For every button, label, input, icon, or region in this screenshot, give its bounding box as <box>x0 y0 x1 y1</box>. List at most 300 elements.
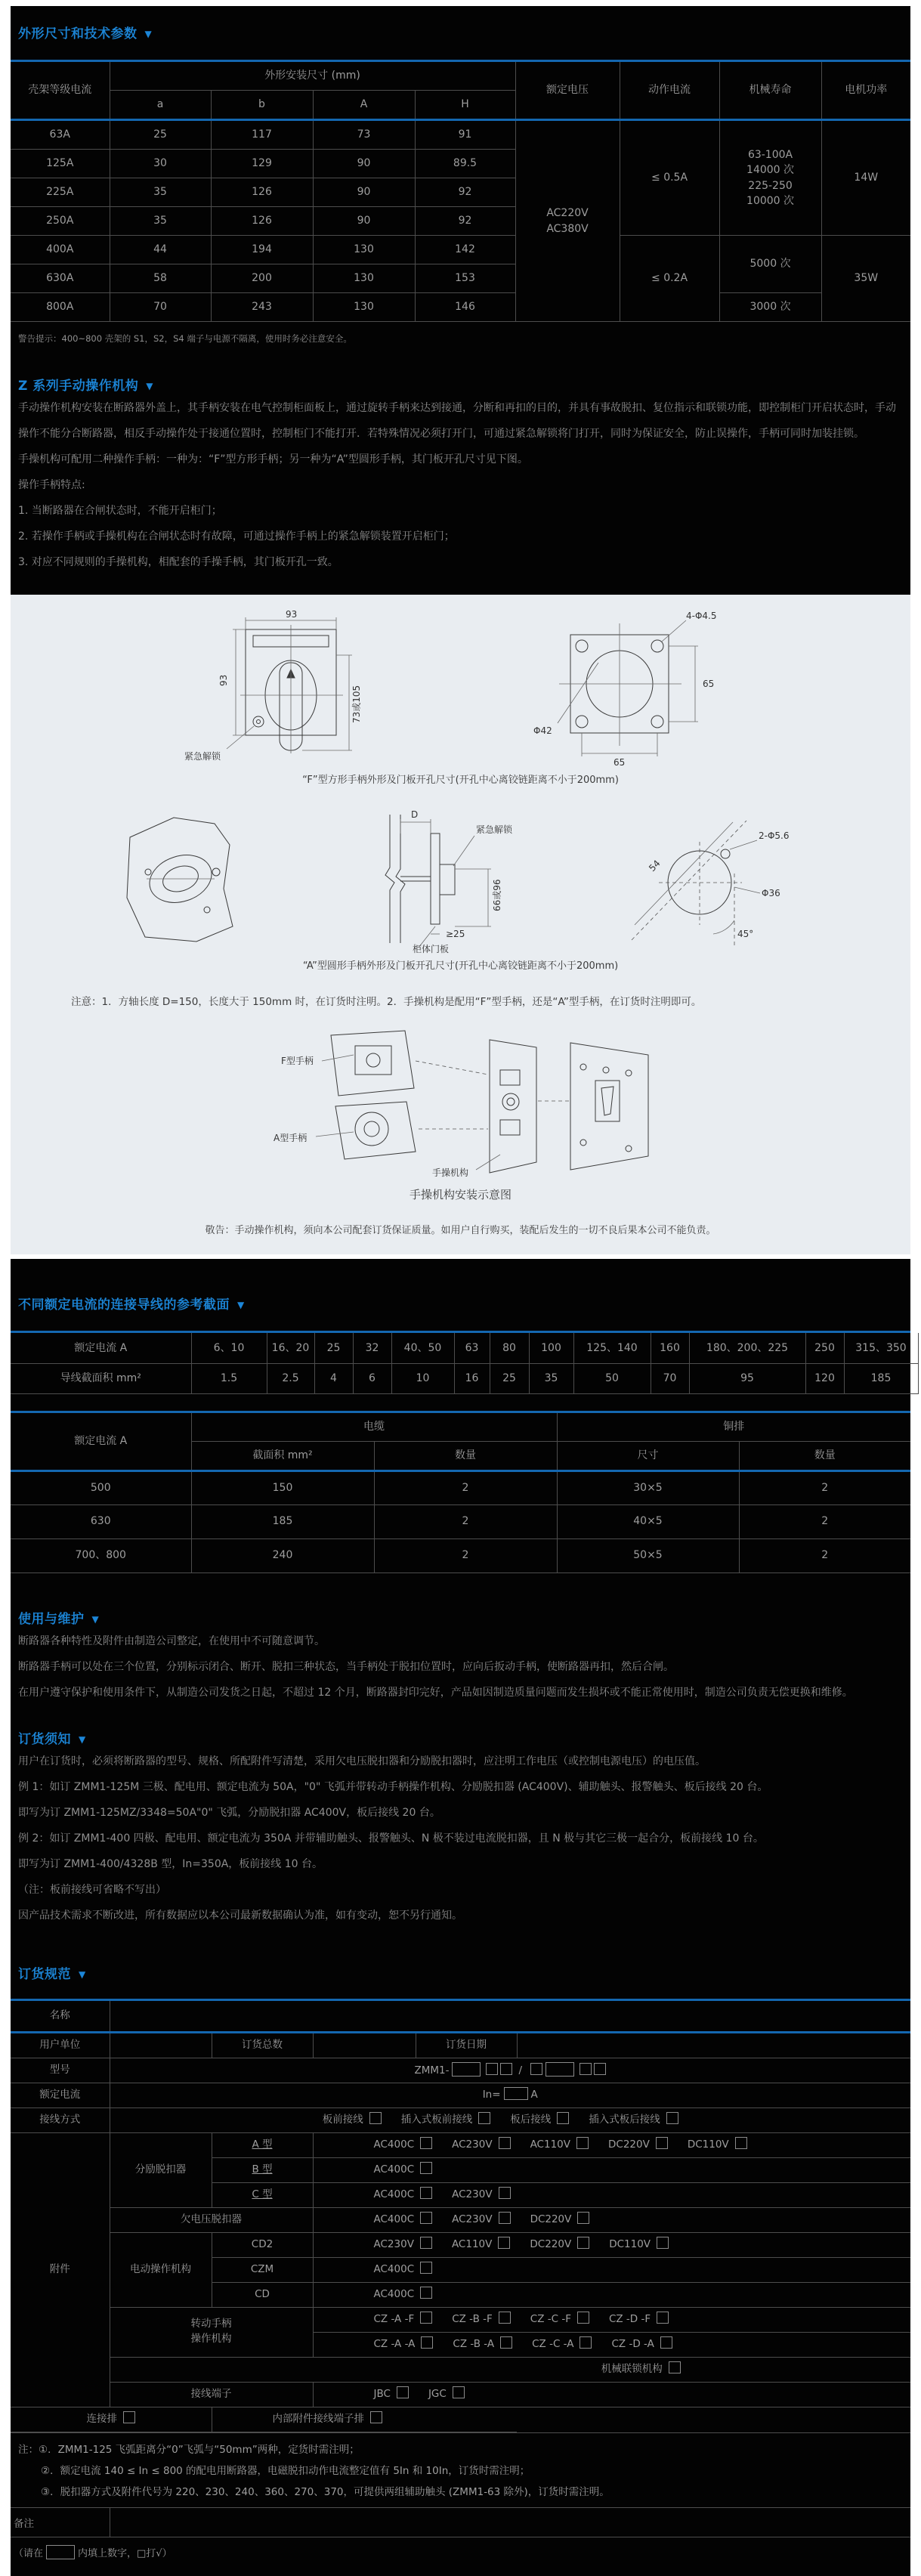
form-option <box>452 2238 510 2250</box>
table-cell: 92 <box>415 207 515 236</box>
a-handle-caption: “A”型圆形手柄外形及门板开孔尺寸(开孔中心离铰链距离不小于200mm) <box>302 960 619 972</box>
form-row-undervoltage <box>11 2207 910 2232</box>
checkbox[interactable] <box>478 2112 490 2124</box>
form-option <box>608 2138 668 2151</box>
polygon <box>490 1040 536 1173</box>
checkbox[interactable] <box>499 2312 511 2324</box>
table-cell: 130 <box>313 236 415 264</box>
form-option <box>452 2188 510 2200</box>
polygon <box>570 1043 648 1170</box>
circle <box>145 869 151 875</box>
rect <box>431 833 440 924</box>
polygon <box>601 1087 613 1115</box>
text-line: （注：板前接线可省略不写出） <box>18 1883 166 1896</box>
rect <box>595 1081 620 1121</box>
line <box>316 1132 354 1136</box>
form-option <box>374 2163 433 2176</box>
table-cell: 185 <box>844 1363 918 1393</box>
table-cell: 25 <box>314 1333 353 1363</box>
checkbox[interactable] <box>557 2112 569 2124</box>
option-label: JBC <box>373 2388 391 2401</box>
checkbox[interactable] <box>669 2361 681 2373</box>
text-line: 14000 次 <box>746 164 795 177</box>
table-cell: 40×5 <box>557 1504 739 1538</box>
table-cell: 30 <box>110 150 211 178</box>
checkbox[interactable] <box>420 2287 432 2299</box>
table-cell: 89.5 <box>415 150 515 178</box>
form-footer-note <box>11 2537 910 2573</box>
table-cell: CD2 <box>212 2232 313 2257</box>
table-cell: 2.5 <box>267 1363 314 1393</box>
g <box>635 822 760 934</box>
table-cell: 630A <box>11 264 110 293</box>
dimension-label: 73或105 <box>351 685 362 723</box>
form-option <box>510 2114 569 2126</box>
circle <box>355 1112 388 1146</box>
table-cell: 63 <box>454 1333 490 1363</box>
install-caption: 手操机构安装示意图 <box>409 1188 511 1201</box>
table-cell: C 型 <box>212 2182 313 2207</box>
warning-note: 警告提示：400~800 壳架的 S1，S2，S4 端子与电源不隔离，使用时务必注意安全。 <box>18 333 352 344</box>
option-label: DC220V <box>608 2138 650 2151</box>
table-cell: 70 <box>110 293 211 322</box>
diagram-note: 注意：1．方轴长度 D=150，长度大于 150mm 时，在订货时注明。2．手操机构是配用“F”型手柄，还是“A”型手柄，在订货时注明即可。 <box>71 996 702 1008</box>
qty-input-cell[interactable] <box>313 2032 416 2058</box>
table-cell: 用户单位 <box>11 2032 110 2058</box>
col-header: 外形安装尺寸 (mm) <box>110 62 515 91</box>
checkbox[interactable] <box>577 2237 589 2249</box>
text-line: 注：①．ZMM1-125 飞弧距离分“0”飞弧与“50mm”两种，定货时需注明； <box>18 2443 360 2456</box>
form-option <box>452 2313 511 2325</box>
circle <box>502 1093 519 1110</box>
section-title-text: 订货规范 <box>18 1966 71 1982</box>
table-cell: 16、20 <box>267 1333 314 1363</box>
tbody <box>11 62 910 322</box>
form-option <box>688 2138 747 2151</box>
angle-label: 45° <box>737 929 753 939</box>
section-title-text: 不同额定电流的连接导线的参考截面 <box>18 1297 230 1313</box>
section-title-dimensions[interactable] <box>11 6 910 42</box>
form-option <box>530 2313 589 2325</box>
rect <box>355 1046 391 1075</box>
table-cell: B 型 <box>212 2157 313 2182</box>
text-line: 因产品技术需求不断改进，所有数据应以本公司最新数据确认为准，如有变动，恕不另行通知。 <box>18 1909 462 1922</box>
table-row <box>11 1363 918 1393</box>
table-cell: 160 <box>651 1333 689 1363</box>
col-header: 铜排 <box>557 1413 910 1442</box>
a-handle-side-drawing <box>340 799 552 954</box>
col-header: 额定电流 A <box>11 1413 191 1471</box>
table-cell: 400A <box>11 236 110 264</box>
a-handle-diagram-row <box>11 799 910 954</box>
table-cell <box>313 2132 910 2157</box>
manufacturer-notice: 敬告：手动操作机构，须向本公司配套订货保证质量。如用户自行购买，装配后发生的一切不良后果本公司不能负责。 <box>205 1225 716 1236</box>
busbar-label-cell <box>11 2407 212 2432</box>
model-box[interactable] <box>545 2062 574 2077</box>
section-title-text: 使用与维护 <box>18 1611 85 1627</box>
checkbox[interactable] <box>657 2237 669 2249</box>
table-cell: 200 <box>211 264 313 293</box>
line <box>227 726 254 749</box>
text-line: 断路器手柄可以处在三个位置，分别标示闭合、断开、脱扣三种状态，当手柄处于脱扣位置时，应向后扳动手柄，使断路器再扣，然后合闸。 <box>18 1660 674 1673</box>
tbody <box>11 2507 910 2537</box>
form-option <box>611 2338 672 2350</box>
table-row <box>11 1538 910 1573</box>
current-cell: ≤ 0.2A <box>620 236 719 322</box>
option-label: 插入式板前接线 <box>400 2114 473 2126</box>
option-label: CZ -A -A <box>373 2338 416 2351</box>
table-cell: 125A <box>11 150 110 178</box>
option-label: DC220V <box>530 2238 572 2251</box>
checkbox[interactable] <box>499 2212 511 2224</box>
table-cell <box>313 2332 910 2357</box>
span: （请在 <box>14 2547 44 2559</box>
f-handle-drawing <box>174 608 423 768</box>
line <box>476 1155 500 1170</box>
option-label: AC400C <box>373 2263 415 2276</box>
remark-table <box>11 2507 910 2537</box>
option-label: DC110V <box>609 2238 651 2251</box>
text-line: ②．额定电流 140 ≤ In ≤ 800 的配电用断路器，电磁脱扣动作电流整定值有 5In 和 10In，订货时需注明； <box>41 2464 530 2477</box>
checkbox[interactable] <box>420 2212 432 2224</box>
model-box[interactable] <box>530 2063 542 2075</box>
dimension-label: 54 <box>646 858 663 874</box>
line <box>734 887 760 893</box>
tbody <box>11 1413 910 1573</box>
checkbox[interactable] <box>498 2237 510 2249</box>
wire-table-wrap <box>11 1331 910 1394</box>
checkbox[interactable] <box>420 2162 432 2174</box>
tbody <box>11 1333 918 1393</box>
rect <box>500 1120 520 1135</box>
table-cell <box>313 2257 910 2282</box>
option-label: AC230V <box>373 2238 414 2251</box>
text-line: 手动操作机构安装在断路器外盖上，其手柄安装在电气控制柜面板上，通过旋转手柄来达到接通，分断和再扣的目的，并具有事故脱扣、复位指示和联锁功能，即控制柜门开启状态时，手动操作不能分合断路器，相反手动操作处于接通位置时，控制柜门不能打开．若特殊情况必须打开门，可通过紧急解锁将门打开，同时为保证安全，防止误操作，手柄可同时加装挂锁。 <box>18 402 896 440</box>
section-title-manual-mechanism[interactable] <box>11 375 910 394</box>
form-option <box>530 2138 589 2151</box>
section-title-ordering-info[interactable] <box>11 1728 910 1747</box>
checkbox[interactable] <box>500 2336 512 2349</box>
col-subheader: A <box>313 91 415 120</box>
table-cell: 92 <box>415 178 515 207</box>
table-cell: 90 <box>313 150 415 178</box>
tbody <box>11 2001 910 2432</box>
table-cell: 订货总数 <box>212 2032 313 2058</box>
table-cell <box>313 2307 910 2332</box>
path <box>396 815 405 943</box>
table-cell: 100 <box>529 1333 573 1363</box>
option-label: AC230V <box>452 2188 493 2201</box>
table-cell: 35 <box>110 178 211 207</box>
text-line: 225-250 <box>748 179 793 192</box>
polygon <box>331 1031 414 1096</box>
line <box>632 821 746 940</box>
table-cell: 25 <box>490 1363 529 1393</box>
option-label: 板后接线 <box>510 2114 552 2126</box>
f-door-drill-drawing <box>514 608 748 768</box>
table-cell: 2 <box>739 1538 910 1573</box>
rect <box>440 864 455 895</box>
checkbox[interactable] <box>735 2137 747 2149</box>
current-box[interactable] <box>504 2087 528 2100</box>
option-label: AC400C <box>373 2213 415 2226</box>
circle <box>651 716 663 728</box>
path <box>127 818 233 942</box>
table-cell: 125、140 <box>573 1333 651 1363</box>
path <box>713 920 734 934</box>
text-line: 断路器各种特性及附件由制造公司整定，在使用中不可随意调节。 <box>18 1634 325 1647</box>
table-cell: 63A <box>11 120 110 150</box>
line <box>416 1061 488 1075</box>
checkbox[interactable] <box>657 2312 669 2324</box>
g <box>632 821 746 948</box>
col-header: 额定电压 <box>515 62 620 120</box>
circle <box>576 716 588 728</box>
table-cell: 225A <box>11 178 110 207</box>
checkbox[interactable] <box>369 2112 382 2124</box>
life-cell: 3000 次 <box>719 293 821 322</box>
checkbox[interactable] <box>420 2237 432 2249</box>
table-cell: 订货日期 <box>416 2032 517 2058</box>
customer-input-cell[interactable] <box>110 2032 212 2058</box>
span: / <box>518 2064 523 2077</box>
rotary-handle-label <box>110 2307 313 2357</box>
col-subheader: H <box>415 91 515 120</box>
table-cell: 备注 <box>11 2507 110 2537</box>
span: 内部附件接线端子排 <box>272 2413 364 2426</box>
table-cell: 630 <box>11 1504 191 1538</box>
col-subheader: 尺寸 <box>557 1441 739 1470</box>
text-line: 手操机构可配用二种操作手柄：一种为：“F”型方形手柄；另一种为“A”型圆形手柄，其门板开孔尺寸见下图。 <box>18 453 528 465</box>
order-form-table <box>11 2001 910 2432</box>
option-label: AC400C <box>373 2163 415 2176</box>
model-box[interactable] <box>486 2063 498 2075</box>
form-row-customer <box>11 2032 910 2058</box>
form-row-shunt-a <box>11 2132 910 2157</box>
table-cell: CZM <box>212 2257 313 2282</box>
tr <box>11 62 910 91</box>
option-label: AC230V <box>452 2213 493 2226</box>
form-option <box>428 2388 465 2400</box>
circle <box>651 640 663 652</box>
text-line: AC380V <box>546 222 589 235</box>
table-cell: 194 <box>211 236 313 264</box>
polygon <box>335 1102 416 1159</box>
line <box>322 1055 354 1061</box>
ordering-paragraphs <box>11 1747 910 1928</box>
span: 连接排 <box>86 2413 117 2426</box>
line <box>453 836 474 866</box>
section-title-wire-sections[interactable] <box>11 1259 910 1313</box>
col-header: 动作电流 <box>620 62 719 120</box>
text-line: 1. 当断路器在合闸状态时，不能开启柜门； <box>18 505 222 517</box>
checkbox[interactable] <box>577 2212 589 2224</box>
checkbox[interactable] <box>666 2112 678 2124</box>
option-label: DC220V <box>530 2213 572 2226</box>
text-line: 例 2：如订 ZMM1-400 四极、配电用、额定电流为 350A 并带辅助触头、报警触头、N 极不装过电流脱扣器，且 N 极与其它三极一起合分，板前接线 10 台。 <box>18 1832 764 1845</box>
circle <box>366 1053 380 1067</box>
table-cell: 70 <box>651 1363 689 1393</box>
circle <box>256 720 260 724</box>
form-option <box>530 2213 590 2225</box>
option-label: CZ -C -A <box>532 2338 574 2351</box>
col-subheader: 截面积 mm² <box>191 1441 374 1470</box>
table-cell: 90 <box>313 207 415 236</box>
checkbox[interactable] <box>397 2386 409 2398</box>
checkbox[interactable] <box>656 2137 668 2149</box>
text-line: AC220V <box>546 207 589 220</box>
checkbox[interactable] <box>499 2187 511 2199</box>
option-label: 板前接线 <box>322 2114 363 2126</box>
checkbox[interactable] <box>453 2386 465 2398</box>
table-cell: 130 <box>313 264 415 293</box>
span: ZMM1- <box>414 2064 450 2077</box>
table-cell: 91 <box>415 120 515 150</box>
date-input-cell[interactable] <box>517 2032 910 2058</box>
table-cell: 80 <box>490 1333 529 1363</box>
form-option <box>452 2138 510 2151</box>
form-option <box>374 2338 434 2350</box>
option-label: AC400C <box>373 2288 415 2301</box>
span: 机械联锁机构 <box>601 2363 663 2376</box>
a-handle-drawing <box>101 799 305 954</box>
power-cell: 35W <box>821 236 910 322</box>
name-input-cell[interactable] <box>110 2001 910 2033</box>
table-cell: 500 <box>11 1470 191 1504</box>
busbar-option-cell <box>212 2407 517 2432</box>
section-title-usage[interactable] <box>11 1608 910 1627</box>
table-cell: 185 <box>191 1504 374 1538</box>
checkbox[interactable] <box>579 2336 592 2349</box>
dimension-label: ≥25 <box>445 929 465 939</box>
form-option <box>374 2388 409 2400</box>
checkbox[interactable] <box>420 2312 432 2324</box>
collapse-caret-icon: ▼ <box>237 1300 245 1310</box>
model-box[interactable] <box>594 2063 606 2075</box>
checkbox[interactable] <box>420 2187 432 2199</box>
form-option <box>374 2238 432 2250</box>
form-option <box>374 2263 433 2275</box>
model-box[interactable] <box>500 2063 512 2075</box>
table-cell: 16 <box>454 1363 490 1393</box>
dims-table-wrap <box>11 60 910 322</box>
g <box>416 1061 569 1129</box>
table-cell: 129 <box>211 150 313 178</box>
form-row-terminal <box>11 2382 910 2407</box>
option-label: DC110V <box>687 2138 729 2151</box>
table-cell: A 型 <box>212 2132 313 2157</box>
form-row-rated-current <box>11 2083 910 2107</box>
text-line: 即写为订 ZMM1-400/4328B 型，In=350A，板前接线 10 台。 <box>18 1857 323 1870</box>
g <box>331 1031 648 1173</box>
checkbox[interactable] <box>420 2262 432 2274</box>
dimension-label: D <box>410 809 418 820</box>
table-cell: 35 <box>110 207 211 236</box>
col-subheader: 数量 <box>739 1441 910 1470</box>
current-cell: ≤ 0.5A <box>620 120 719 236</box>
form-option <box>609 2238 669 2250</box>
form-option <box>374 2188 433 2200</box>
checkbox[interactable] <box>370 2411 382 2423</box>
checkbox[interactable] <box>576 2137 589 2149</box>
rect <box>500 1070 520 1085</box>
text-line: 例 1：如订 ZMM1-125M 三极、配电用、额定电流为 50A，"0" 飞弧并带转动手柄操作机构、分励脱扣器 (AC400V)、辅助触头、报警触头、板后接线 20 台。 <box>18 1780 768 1793</box>
interlock-cell <box>110 2357 910 2382</box>
checkbox[interactable] <box>660 2336 672 2349</box>
form-option <box>374 2288 433 2300</box>
table-cell: 243 <box>211 293 313 322</box>
terminal-label: 接线端子 <box>110 2382 313 2407</box>
checkbox[interactable] <box>420 2137 432 2149</box>
table-cell: 额定电流 A <box>11 1333 191 1363</box>
table-row <box>11 1470 910 1504</box>
form-row-busbar <box>11 2407 910 2432</box>
circle <box>576 640 588 652</box>
install-diagram-row <box>11 1022 910 1180</box>
text-line: 10000 次 <box>746 194 795 207</box>
table-cell: 4 <box>314 1363 353 1393</box>
table-cell: 10 <box>391 1363 454 1393</box>
model-box[interactable] <box>579 2063 592 2075</box>
manual-paragraphs <box>11 394 910 575</box>
path <box>385 815 394 943</box>
dimension-label: 66或96 <box>491 879 502 911</box>
option-label: CZ -D -F <box>608 2313 651 2326</box>
line <box>558 663 598 723</box>
collapse-caret-icon: ▼ <box>91 1613 100 1625</box>
table-cell: 6、10 <box>191 1333 267 1363</box>
circle <box>212 868 220 876</box>
circle <box>580 1064 586 1070</box>
form-option <box>452 2213 510 2225</box>
form-row-model <box>11 2058 910 2083</box>
col-header: 电缆 <box>191 1413 557 1442</box>
fill-box <box>46 2545 75 2559</box>
option-label: CZ -C -F <box>530 2313 571 2326</box>
dimensions-table <box>11 62 910 322</box>
checkbox[interactable] <box>123 2411 135 2423</box>
table-cell <box>313 2157 910 2182</box>
collapse-caret-icon: ▼ <box>146 381 153 391</box>
checkbox[interactable] <box>499 2137 511 2149</box>
table-cell <box>313 2282 910 2307</box>
form-option <box>374 2138 433 2151</box>
installation-drawing <box>234 1022 688 1180</box>
model-box[interactable] <box>452 2062 481 2077</box>
table-cell: 名称 <box>11 2001 110 2033</box>
table-cell: 146 <box>415 293 515 322</box>
line <box>635 822 733 925</box>
remark-input-cell[interactable] <box>110 2507 910 2537</box>
dimension-label: 93 <box>285 609 297 620</box>
shunt-release-label: 分励脱扣器 <box>110 2132 212 2207</box>
table-cell: CD <box>212 2282 313 2307</box>
table-cell: 6 <box>353 1363 391 1393</box>
life-cell <box>719 120 821 236</box>
table-cell: 240 <box>191 1538 374 1573</box>
table-cell: 50×5 <box>557 1538 739 1573</box>
table-cell: 117 <box>211 120 313 150</box>
checkbox[interactable] <box>421 2336 433 2349</box>
collapse-caret-icon: ▼ <box>79 1733 86 1745</box>
table-cell: 315、350 <box>844 1333 918 1363</box>
checkbox[interactable] <box>577 2312 589 2324</box>
circle <box>603 1067 609 1073</box>
circle <box>721 849 730 858</box>
option-label: CZ -A -F <box>373 2313 415 2326</box>
g <box>127 818 233 942</box>
section-title-order-form[interactable] <box>11 1963 910 1982</box>
